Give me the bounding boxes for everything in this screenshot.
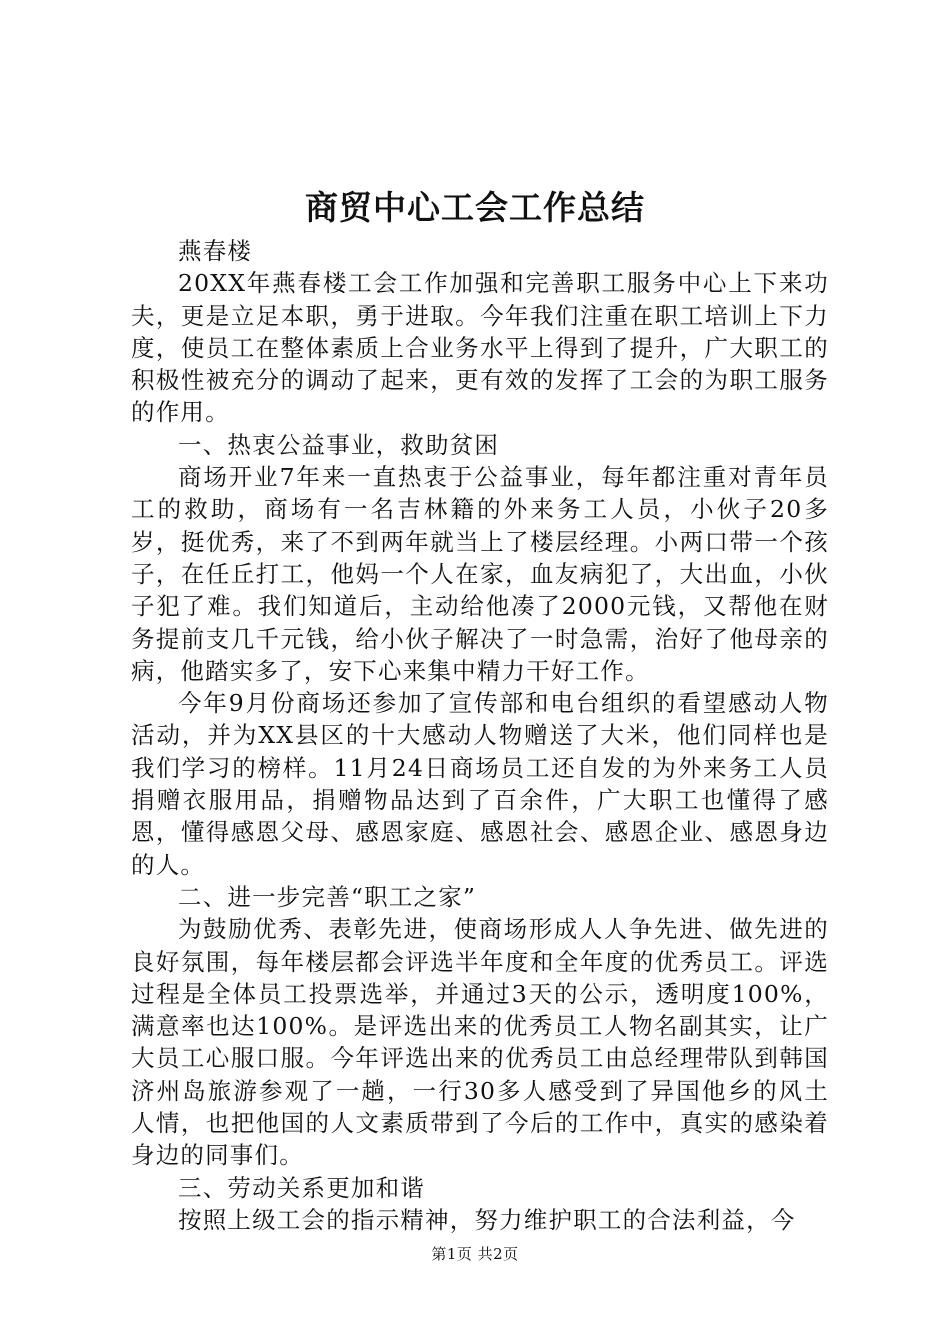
section-heading-3: 三、劳动关系更加和谐 bbox=[178, 1173, 425, 1202]
body-paragraph: 按照上级工会的指示精神，努力维护职工的合法利益，今 bbox=[178, 1205, 796, 1234]
document-body bbox=[131, 235, 829, 1236]
section-heading-2: 二、进一步完善“职工之家” bbox=[178, 882, 477, 911]
page-number-footer: 第1页 共2页 bbox=[431, 1245, 519, 1263]
intro-paragraph: 20XX年燕春楼工会工作加强和完善职工服务中心上下来功夫，更是立足本职，勇于进取。今年我们注重在职工培训上下力度，使员工在整体素质上合业务水平上得到了提升，广大职工的积极性被充分的调动了起来，更有效的发挥了工会的为职工服务的作用。 bbox=[131, 269, 829, 427]
body-paragraph: 今年9月份商场还参加了宣传部和电台组织的看望感动人物活动，并为XX县区的十大感动人物赠送了大米，他们同样也是我们学习的榜样。11月24日商场员工还自发的为外来务工人员捐赠衣服用品，捐赠物品达到了百余件，广大职工也懂得了感恩，懂得感恩父母、感恩家庭、感恩社会、感恩企业、感恩身边的人。 bbox=[131, 689, 829, 879]
document-title: 商贸中心工会工作总结 bbox=[305, 188, 645, 227]
author-line: 燕春楼 bbox=[178, 237, 253, 265]
section-heading-1: 一、热衷公益事业，救助贫困 bbox=[178, 430, 500, 459]
body-paragraph: 商场开业7年来一直热衷于公益事业，每年都注重对青年员工的救助，商场有一名吉林籍的外来务工人员，小伙子20多岁，挺优秀，来了不到两年就当上了楼层经理。小两口带一个孩子，在任丘打工，他妈一个人在家，血友病犯了，大出血，小伙子犯了难。我们知道后，主动给他凑了2000元钱，又帮他在财务提前支几千元钱，给小伙子解决了一时急需，治好了他母亲的病，他踏实多了，安下心来集中精力干好工作。 bbox=[131, 463, 829, 685]
body-paragraph: 为鼓励优秀、表彰先进，使商场形成人人争先进、做先进的良好氛围，每年楼层都会评选半年度和全年度的优秀员工。评选过程是全体员工投票选举，并通过3天的公示，透明度100%，满意率也达100%。是评选出来的优秀员工人物名副其实，让广大员工心服口服。今年评选出来的优秀员工由总经理带队到韩国济州岛旅游参观了一趟，一行30多人感受到了异国他乡的风土人情，也把他国的人文素质带到了今后的工作中，真实的感染着身边的同事们。 bbox=[131, 915, 829, 1170]
